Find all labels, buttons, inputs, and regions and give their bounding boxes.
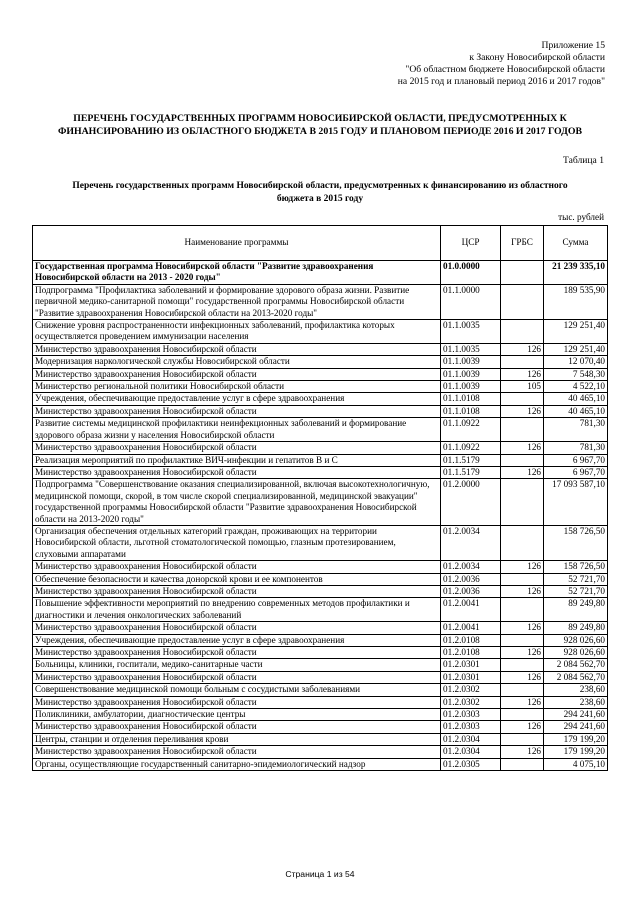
cell-csr: 01.1.0108: [441, 405, 501, 417]
table-row: [33, 746, 608, 758]
cell-grbs: 126: [501, 368, 544, 380]
cell-name: Больницы, клиники, госпитали, медико-санитарные части: [33, 659, 441, 671]
cell-grbs: 126: [501, 696, 544, 708]
cell-sum: 2 084 562,70: [544, 671, 608, 683]
document-title-line: ПЕРЕЧЕНЬ ГОСУДАРСТВЕННЫХ ПРОГРАММ НОВОСИБИРСКОЙ ОБЛАСТИ, ПРЕДУСМОТРЕННЫХ К: [73, 113, 567, 124]
cell-csr: 01.2.0303: [441, 709, 501, 721]
table-title-line: бюджета в 2015 году: [276, 193, 364, 204]
cell-csr: 01.2.0301: [441, 659, 501, 671]
cell-name: Центры, станции и отделения переливания крови: [33, 733, 441, 745]
cell-csr: 01.2.0303: [441, 721, 501, 733]
cell-csr: 01.1.0922: [441, 442, 501, 454]
cell-grbs: [501, 684, 544, 696]
cell-name: Развитие системы медицинской профилактики неинфекционных заболеваний и формирование здорового образа жизни у населения Новосибирской области: [33, 418, 441, 442]
table-title: [60, 180, 580, 205]
cell-sum: 52 721,70: [544, 573, 608, 585]
cell-name: Учреждения, обеспечивающие предоставление услуг в сфере здравоохранения: [33, 634, 441, 646]
cell-csr: 01.1.0039: [441, 356, 501, 368]
cell-sum: 129 251,40: [544, 343, 608, 355]
cell-name: Организация обеспечения отдельных категорий граждан, проживающих на территории Новосибирской области, льготной стоматологической помощью, глазным протезированием, слуховыми аппаратами: [33, 525, 441, 560]
cell-name: Министерство здравоохранения Новосибирской области: [33, 696, 441, 708]
cell-sum: 4 522,10: [544, 381, 608, 393]
cell-grbs: [501, 659, 544, 671]
cell-csr: 01.2.0034: [441, 561, 501, 573]
cell-csr: 01.1.0035: [441, 343, 501, 355]
appendix-line: "Об областном бюджете Новосибирской области: [405, 64, 605, 75]
cell-grbs: [501, 393, 544, 405]
cell-csr: 01.2.0301: [441, 671, 501, 683]
cell-grbs: [501, 356, 544, 368]
cell-csr: 01.2.0302: [441, 696, 501, 708]
cell-sum: 179 199,20: [544, 733, 608, 745]
cell-csr: 01.2.0041: [441, 598, 501, 622]
cell-sum: 12 070,40: [544, 356, 608, 368]
appendix-note: [398, 40, 605, 88]
table-label: Таблица 1: [562, 155, 604, 166]
table-row: [33, 573, 608, 585]
cell-csr: 01.1.0000: [441, 284, 501, 319]
cell-sum: 17 093 587,10: [544, 479, 608, 526]
cell-sum: 89 249,80: [544, 598, 608, 622]
table-row: [33, 261, 608, 285]
cell-csr: 01.1.0039: [441, 368, 501, 380]
cell-csr: 01.1.5179: [441, 466, 501, 478]
programs-table: [32, 225, 608, 771]
cell-name: Министерство здравоохранения Новосибирской области: [33, 405, 441, 417]
cell-grbs: [501, 261, 544, 285]
cell-name: Подпрограмма "Совершенствование оказания специализированной, включая высокотехнологичную, медицинской помощи, скорой, в том числе скорой специализированной, медицинской эвакуации" государственной программы Новосибирской области "Развитие здравоохранения Новосибирской области на 2013-2020 годы": [33, 479, 441, 526]
cell-name: Поликлиники, амбулатории, диагностические центры: [33, 709, 441, 721]
table-row: [33, 684, 608, 696]
table-row: [33, 721, 608, 733]
table-row: [33, 454, 608, 466]
table-row: [33, 585, 608, 597]
cell-name: Реализация мероприятий по профилактике ВИЧ-инфекции и гепатитов В и С: [33, 454, 441, 466]
table-row: [33, 381, 608, 393]
cell-name: Обеспечение безопасности и качества донорской крови и ее компонентов: [33, 573, 441, 585]
cell-name: Органы, осуществляющие государственный санитарно-эпидемиологический надзор: [33, 758, 441, 770]
cell-grbs: 126: [501, 343, 544, 355]
cell-name: Министерство здравоохранения Новосибирской области: [33, 442, 441, 454]
cell-grbs: 126: [501, 466, 544, 478]
cell-sum: 52 721,70: [544, 585, 608, 597]
cell-sum: 294 241,60: [544, 721, 608, 733]
table-row: [33, 368, 608, 380]
cell-name: Министерство здравоохранения Новосибирской области: [33, 466, 441, 478]
cell-name: Совершенствование медицинской помощи больным с сосудистыми заболеваниями: [33, 684, 441, 696]
cell-sum: 7 548,30: [544, 368, 608, 380]
table-row: [33, 671, 608, 683]
cell-name: Министерство здравоохранения Новосибирской области: [33, 746, 441, 758]
header-name: Наименование программы: [33, 226, 441, 261]
table-row: [33, 343, 608, 355]
cell-name: Министерство здравоохранения Новосибирской области: [33, 585, 441, 597]
cell-csr: 01.1.0108: [441, 393, 501, 405]
table-row: [33, 659, 608, 671]
cell-sum: 294 241,60: [544, 709, 608, 721]
cell-name: Министерство здравоохранения Новосибирской области: [33, 561, 441, 573]
cell-sum: 238,60: [544, 684, 608, 696]
cell-sum: 129 251,40: [544, 320, 608, 344]
cell-grbs: [501, 284, 544, 319]
document-title: [40, 112, 600, 138]
cell-csr: 01.2.0000: [441, 479, 501, 526]
cell-grbs: [501, 320, 544, 344]
cell-name: Министерство здравоохранения Новосибирской области: [33, 343, 441, 355]
cell-sum: 6 967,70: [544, 466, 608, 478]
cell-grbs: 126: [501, 671, 544, 683]
cell-csr: 01.2.0108: [441, 647, 501, 659]
cell-sum: 781,30: [544, 442, 608, 454]
cell-name: Министерство здравоохранения Новосибирской области: [33, 671, 441, 683]
cell-csr: 01.2.0304: [441, 733, 501, 745]
table-body: [33, 261, 608, 771]
cell-grbs: 105: [501, 381, 544, 393]
table-row: [33, 393, 608, 405]
page-footer: Страница 1 из 54: [285, 869, 355, 879]
table-row: [33, 442, 608, 454]
cell-grbs: [501, 709, 544, 721]
cell-grbs: [501, 634, 544, 646]
table-row: [33, 758, 608, 770]
table-title-line: Перечень государственных программ Новосибирской области, предусмотренных к финансированию из областного: [72, 181, 568, 191]
cell-sum: 928 026,60: [544, 647, 608, 659]
cell-name: Учреждения, обеспечивающие предоставление услуг в сфере здравоохранения: [33, 393, 441, 405]
cell-csr: 01.2.0036: [441, 573, 501, 585]
cell-grbs: 126: [501, 721, 544, 733]
cell-grbs: 126: [501, 442, 544, 454]
cell-csr: 01.1.0922: [441, 418, 501, 442]
table-row: [33, 525, 608, 560]
cell-sum: 6 967,70: [544, 454, 608, 466]
table-row: [33, 733, 608, 745]
header-grbs: ГРБС: [501, 226, 544, 261]
table-row: [33, 320, 608, 344]
cell-name: Министерство здравоохранения Новосибирской области: [33, 647, 441, 659]
cell-grbs: [501, 758, 544, 770]
cell-csr: 01.1.5179: [441, 454, 501, 466]
units-label: тыс. рублей: [558, 212, 604, 222]
table-header-row: [33, 226, 608, 261]
cell-sum: 21 239 335,10: [544, 261, 608, 285]
cell-sum: 2 084 562,70: [544, 659, 608, 671]
cell-grbs: 126: [501, 405, 544, 417]
document-title-line: ФИНАНСИРОВАНИЮ ИЗ ОБЛАСТНОГО БЮДЖЕТА В 2015 ГОДУ И ПЛАНОВОМ ПЕРИОДЕ 2016 И 2017 ГОДОВ: [57, 126, 583, 137]
table-row: [33, 696, 608, 708]
cell-sum: 179 199,20: [544, 746, 608, 758]
cell-name: Министерство региональной политики Новосибирской области: [33, 381, 441, 393]
cell-csr: 01.2.0036: [441, 585, 501, 597]
table-row: [33, 598, 608, 622]
table-row: [33, 284, 608, 319]
cell-grbs: 126: [501, 622, 544, 634]
cell-grbs: 126: [501, 561, 544, 573]
table-row: [33, 561, 608, 573]
cell-name: Модернизация наркологической службы Новосибирской области: [33, 356, 441, 368]
cell-csr: 01.1.0035: [441, 320, 501, 344]
cell-name: Министерство здравоохранения Новосибирской области: [33, 368, 441, 380]
table-row: [33, 709, 608, 721]
cell-name: Министерство здравоохранения Новосибирской области: [33, 622, 441, 634]
cell-grbs: 126: [501, 585, 544, 597]
cell-name: Снижение уровня распространенности инфекционных заболеваний, профилактика которых осуществляется проведением иммунизации населения: [33, 320, 441, 344]
table-row: [33, 622, 608, 634]
cell-name: Подпрограмма "Профилактика заболеваний и формирование здорового образа жизни. Развитие первичной медико-санитарной помощи" государственной программы Новосибирской области "Развитие здравоохранения Новосибирской области на 2013-2020 годы": [33, 284, 441, 319]
table-row: [33, 405, 608, 417]
header-sum: Сумма: [544, 226, 608, 261]
cell-sum: 928 026,60: [544, 634, 608, 646]
table-row: [33, 479, 608, 526]
cell-sum: 158 726,50: [544, 525, 608, 560]
cell-name: Повышение эффективности мероприятий по внедрению современных методов профилактики и диагностики и лечения онкологических заболеваний: [33, 598, 441, 622]
cell-grbs: [501, 479, 544, 526]
table-row: [33, 356, 608, 368]
cell-grbs: [501, 454, 544, 466]
cell-grbs: [501, 733, 544, 745]
cell-grbs: [501, 418, 544, 442]
cell-csr: 01.2.0041: [441, 622, 501, 634]
table-row: [33, 418, 608, 442]
cell-sum: 238,60: [544, 696, 608, 708]
cell-csr: 01.2.0108: [441, 634, 501, 646]
cell-csr: 01.2.0034: [441, 525, 501, 560]
cell-sum: 40 465,10: [544, 405, 608, 417]
table-row: [33, 466, 608, 478]
cell-sum: 189 535,90: [544, 284, 608, 319]
appendix-line: Приложение 15: [541, 40, 605, 51]
cell-csr: 01.2.0305: [441, 758, 501, 770]
cell-grbs: 126: [501, 746, 544, 758]
cell-sum: 89 249,80: [544, 622, 608, 634]
table-row: [33, 634, 608, 646]
cell-grbs: [501, 525, 544, 560]
cell-grbs: [501, 573, 544, 585]
cell-name: Государственная программа Новосибирской области "Развитие здравоохранения Новосибирской области на 2013 - 2020 годы": [33, 261, 441, 285]
cell-grbs: [501, 598, 544, 622]
appendix-line: на 2015 год и плановый период 2016 и 2017 годов": [397, 76, 605, 87]
cell-name: Министерство здравоохранения Новосибирской области: [33, 721, 441, 733]
cell-csr: 01.0.0000: [441, 261, 501, 285]
cell-sum: 781,30: [544, 418, 608, 442]
header-csr: ЦСР: [441, 226, 501, 261]
appendix-line: к Закону Новосибирской области: [469, 52, 605, 63]
cell-csr: 01.1.0039: [441, 381, 501, 393]
cell-sum: 40 465,10: [544, 393, 608, 405]
cell-sum: 158 726,50: [544, 561, 608, 573]
cell-grbs: 126: [501, 647, 544, 659]
cell-sum: 4 075,10: [544, 758, 608, 770]
cell-csr: 01.2.0304: [441, 746, 501, 758]
table-row: [33, 647, 608, 659]
cell-csr: 01.2.0302: [441, 684, 501, 696]
